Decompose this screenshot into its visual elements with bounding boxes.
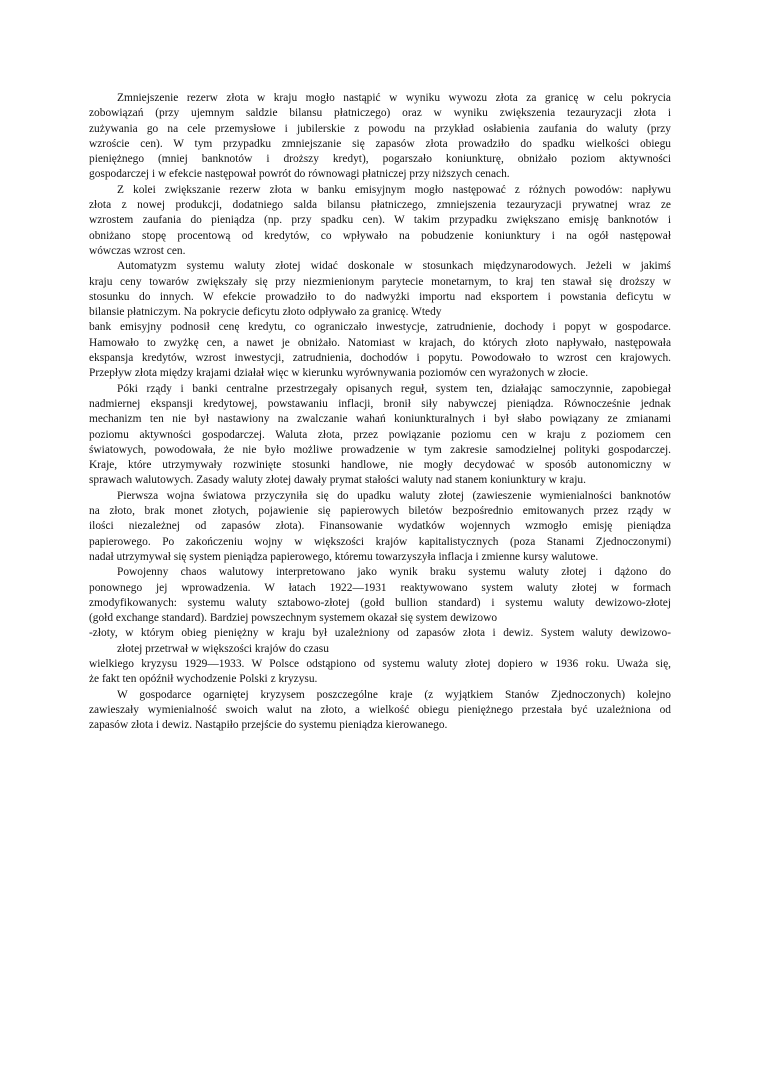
text-line: Zmniejszenie rezerw złota w kraju mogło nastąpić w wyniku wywozu złota za granicę w celu pokrycia xyxy=(117,92,671,104)
paragraph-3 xyxy=(89,259,671,381)
text-line: Hamowało to zwyżkę cen, a nawet je obniżało. Natomiast w krajach, do których złoto napływało, następowała xyxy=(89,336,671,349)
text-line: na złoto, brak monet złotych, pojawienie się papierowych biletów bezpośrednio emitowanych przez rządy w xyxy=(89,505,671,518)
text-line: ekspansja kredytów, wzrost inwestycji, zatrudnienia, dochodów i popytu. Powodowało to wzrost cen krajowych. xyxy=(89,352,671,365)
text-line: nadał utrzymywał się system pieniądza papierowego, któremu towarzyszyła inflacja i zmienne kursy walutowe. xyxy=(89,550,599,563)
text-line: zawieszały wymienialność swoich walut na złoto, a wielkość obiegu pieniężnego przestała być uzależniona od xyxy=(89,703,671,716)
text-line: kraju ceny towarów zwiększały się przy niezmienionym parytecie monetarnym, to kraj ten stawał się droższy w xyxy=(89,275,671,288)
text-line: obniżano stopę procentową od kredytów, co wpływało na pobudzenie koniunktury i na ogół następował xyxy=(89,229,671,242)
text-line: bilansie płatniczym. Na pokrycie deficytu złoto odpływało za granicę. Wtedy xyxy=(89,306,442,319)
text-line: wzroście cen). W tym przypadku zmniejszanie się zapasów złota prowadziło do spadku wielkości obiegu xyxy=(89,137,671,150)
paragraph-1 xyxy=(89,91,671,183)
text-line: wzrostem zaufania do pieniądza (np. przy spadku cen). W takim przypadku zwiększano emisję banknotów i xyxy=(89,214,671,227)
text-line: nadmiernej ekspansji kredytowej, powstawaniu inflacji, bronił siły nabywczej pieniądza. Równocześnie jednak xyxy=(89,397,671,410)
text-line: Póki rządy i banki centralne przestrzegały opisanych reguł, system ten, działając samoczynnie, zapobiegał xyxy=(117,382,671,395)
text-line: zmodyfikowanych: systemu waluty sztabowo-złotej (gołd bullion standard) i systemu waluty dewizowo-złotej xyxy=(89,596,671,609)
text-line: sprawach walutowych. Zasady waluty złotej dawały prymat stałości waluty nad stanem koniunktury w kraju. xyxy=(89,474,586,487)
text-line: zapasów złota i dewiz. Nastąpiło przejście do systemu pieniądza kierowanego. xyxy=(89,719,448,732)
text-line: papierowego. Po zakończeniu wojny w większości krajów kapitalistycznych (poza Stanami Zjednoczonymi) xyxy=(89,535,671,548)
text-line: poziomu aktywności gospodarczej. Waluta złota, przez powiązanie poziomu cen w kraju z poziomem cen xyxy=(89,428,671,441)
text-line: ponownego jej wprowadzenia. W łatach 1922—1931 reaktywowano system waluty złotej w formach xyxy=(89,581,671,594)
text-line: ilości niezależnej od zapasów złota). Finansowanie wydatków wojennych wzmogło emisję pieniądza xyxy=(89,520,671,533)
text-line: mechanizm ten nie był nastawiony na zwalczanie wahań koniunkturalnych i był słabo powiązany ze zmianami xyxy=(89,413,671,426)
paragraph-6 xyxy=(89,565,671,687)
text-line: wielkiego kryzysu 1929—1933. W Polsce odstąpiono od systemu waluty złotej dopiero w 1936 roku. Uważa się, xyxy=(89,657,671,670)
text-line: Kraje, które utrzymywały rozwinięte stosunki handlowe, nie mogły decydować w sposób autonomiczny w xyxy=(89,459,671,472)
text-line: złota z nowej produkcji, dodatniego salda bilansu płatniczego, zmniejszenia tezauryzacji prywatnej wraz ze xyxy=(89,199,671,212)
paragraph-2 xyxy=(89,183,671,259)
text-line: W gospodarce ogarniętej kryzysem poszczególne kraje (z wyjątkiem Stanów Zjednoczonych) kolejno xyxy=(117,688,671,701)
text-line: światowych, powodowała, że nie było możliwe prowadzenie w tym zakresie samodzielnej polityki gospodarczej. xyxy=(89,443,671,456)
body-text xyxy=(89,91,671,733)
text-line: zobowiązań (przy ujemnym saldzie bilansu płatniczego) oraz w wyniku zwiększenia tezauryzacji złota i xyxy=(89,107,671,120)
paragraph-7 xyxy=(89,688,671,734)
text-line: Z kolei zwiększanie rezerw złota w banku emisyjnym mogło następować z różnych powodów: napływu xyxy=(117,183,671,196)
text-line: bank emisyjny podnosił cenę kredytu, co ograniczało inwestycje, zatrudnienie, dochody i popyt w gospodarce. xyxy=(89,321,671,334)
text-line: że fakt ten opóźnił wychodzenie Polski z kryzysu. xyxy=(89,673,318,686)
text-line: wówczas wzrost cen. xyxy=(89,244,186,257)
text-line: pieniężnego (mniej banknotów i droższy kredyt), pogarszało koniunkturę, obniżało poziom aktywności xyxy=(89,153,671,166)
paragraph-5 xyxy=(89,489,671,565)
text-line: Automatyzm systemu waluty złotej widać doskonale w stosunkach międzynarodowych. Jeżeli w jakimś xyxy=(117,260,671,273)
text-line: stosunku do innych. W efekcie prowadziło to do nadwyżki importu nad eksportem i powstania deficytu w xyxy=(89,290,671,303)
text-line: Przepływ złota między krajami działał więc w kierunku wyrównywania poziomów cen wyrażonych w złocie. xyxy=(89,367,589,380)
paragraph-4 xyxy=(89,382,671,489)
text-line: gospodarczej i w efekcie następował powrót do równowagi płatniczej przy niższych cenach. xyxy=(89,168,510,181)
text-line: Pierwsza wojna światowa przyczyniła się do upadku waluty złotej (zawieszenie wymienialności banknotów xyxy=(117,489,671,502)
text-line: (gołd exchange standard). Bardziej powszechnym systemem okazał się system dewizowo xyxy=(89,612,498,625)
text-line: -złoty, w którym obieg pieniężny w kraju był uzależniony od zapasów złota i dewiz. System waluty dewizowo- xyxy=(89,627,671,640)
text-line: Powojenny chaos walutowy interpretowano jako wynik braku systemu waluty złotej i dążono do xyxy=(117,566,671,579)
text-line: zużywania go na cele przemysłowe i jubilerskie z powodu na przykład osłabienia zaufania do waluty (przy xyxy=(89,122,671,135)
text-line: złotej przetrwał w większości krajów do czasu xyxy=(117,642,329,655)
